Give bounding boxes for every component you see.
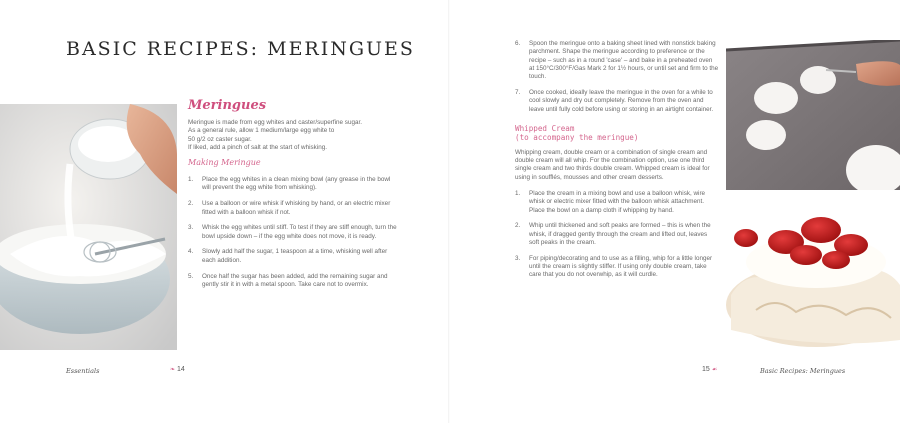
- page-number-right: [702, 366, 717, 373]
- ornament-icon: ☙: [711, 367, 718, 373]
- step-number: 3.: [188, 224, 194, 232]
- step-text: Once half the sugar has been added, add the remaining sugar and gently stir it in with a metal spoon. Take care not to overmix.: [202, 272, 388, 288]
- step-text: Slowly add half the sugar, 1 teaspoon at a time, whisking well after each addition.: [202, 248, 388, 264]
- photo-meringues-on-baking-sheet: [726, 40, 900, 190]
- photo-pouring-sugar-into-bowl: [0, 104, 177, 350]
- section-heading-meringues: Meringues: [188, 98, 267, 113]
- step-text: Spoon the meringue onto a baking sheet lined with nonstick baking parchment. Shape the meringue according to preference or the recipe – such as in a round 'case' – and bake in a preheated oven at 150°C/300°F/Gas Mark 2 for 1½ hours, or until set and firm to the touch.: [529, 40, 719, 81]
- step-item: [188, 248, 398, 265]
- step-item: [188, 176, 398, 193]
- step-item: [515, 255, 719, 280]
- page-number: 15: [702, 366, 710, 373]
- footer-chapter-title: Basic Recipes: Meringues: [760, 367, 846, 375]
- page-number: 14: [176, 366, 185, 373]
- step-text: For piping/decorating and to use as a filling, whip for a little longer until the cream is slightly stiffer. If using only double cream, take care that you do not overwhip, as it will curdle.: [529, 254, 713, 279]
- step-number: 2.: [188, 200, 194, 208]
- intro-line: As a general rule, allow 1 medium/large egg white to: [188, 127, 335, 135]
- intro-line: Meringue is made from egg whites and caster/superfine sugar.: [188, 119, 362, 126]
- right-page: [450, 0, 900, 423]
- step-number: 7.: [515, 88, 521, 96]
- step-number: 3.: [515, 254, 521, 262]
- step-text: Place the egg whites in a clean mixing bowl (any grease in the bowl will prevent the egg white from whisking).: [202, 176, 391, 192]
- page-title: BASIC RECIPES: MERINGUES: [66, 38, 415, 60]
- step-number: 5.: [188, 272, 194, 280]
- step-number: 4.: [188, 248, 194, 256]
- whipped-cream-intro: Whipping cream, double cream or a combination of single cream and double cream will all whip. For the combination option, use one third single cream and two thirds double cream. Whipped cream is ideal for using in soufflés, mousses and other cream desserts.: [515, 148, 710, 181]
- step-item: [188, 200, 398, 217]
- ornament-icon: ❧: [170, 367, 176, 373]
- meringue-steps-continued: [515, 40, 719, 114]
- right-text-column: [515, 40, 719, 287]
- whipped-cream-steps: [515, 190, 719, 280]
- step-number: 1.: [515, 190, 521, 198]
- footer-book-title: Essentials: [66, 367, 100, 375]
- intro-line: If liked, add a pinch of salt at the start of whisking.: [188, 143, 327, 151]
- page-number-left: [170, 366, 185, 373]
- intro-line: 50 g/2 oz caster sugar.: [188, 135, 252, 143]
- step-item: [188, 273, 398, 290]
- step-text: Once cooked, ideally leave the meringue in the oven for a while to cool slowly and dry out completely. Remove from the oven and leave until fully cold before using or storing in an airtight container.: [529, 88, 714, 113]
- subheading-making-meringue: Making Meringue: [188, 158, 261, 168]
- making-meringue-steps: [188, 176, 398, 289]
- step-item: [515, 89, 719, 114]
- step-number: 2.: [515, 222, 521, 230]
- photo-pavlova-with-strawberries: [726, 200, 900, 350]
- step-text: Use a balloon or wire whisk if whisking by hand, or an electric mixer fitted with a balloon whisk if not.: [202, 200, 391, 216]
- step-text: Place the cream in a mixing bowl and use a balloon whisk, wire whisk or electric mixer fitted with the balloon whisk attachment. Place the bowl on a damp cloth if whipping by hand.: [529, 190, 706, 214]
- step-item: [188, 224, 398, 241]
- step-item: [515, 190, 719, 215]
- step-number: 6.: [515, 40, 521, 47]
- left-text-column: [188, 98, 398, 297]
- whipped-cream-title: Whipped Cream: [515, 123, 575, 133]
- whipped-cream-subtitle: (to accompany the meringue): [515, 133, 639, 143]
- step-item: [515, 222, 719, 247]
- step-text: Whip until thickened and soft peaks are formed – this is when the whisk, if dragged gently through the cream and lifted out, leaves soft peaks in the cream.: [529, 222, 711, 247]
- step-item: [515, 40, 719, 81]
- subheading-whipped-cream: [515, 124, 719, 143]
- step-number: 1.: [188, 176, 194, 184]
- step-text: Whisk the egg whites until stiff. To test if they are stiff enough, turn the bowl upside down – if the egg white does not move, it is ready.: [202, 224, 397, 240]
